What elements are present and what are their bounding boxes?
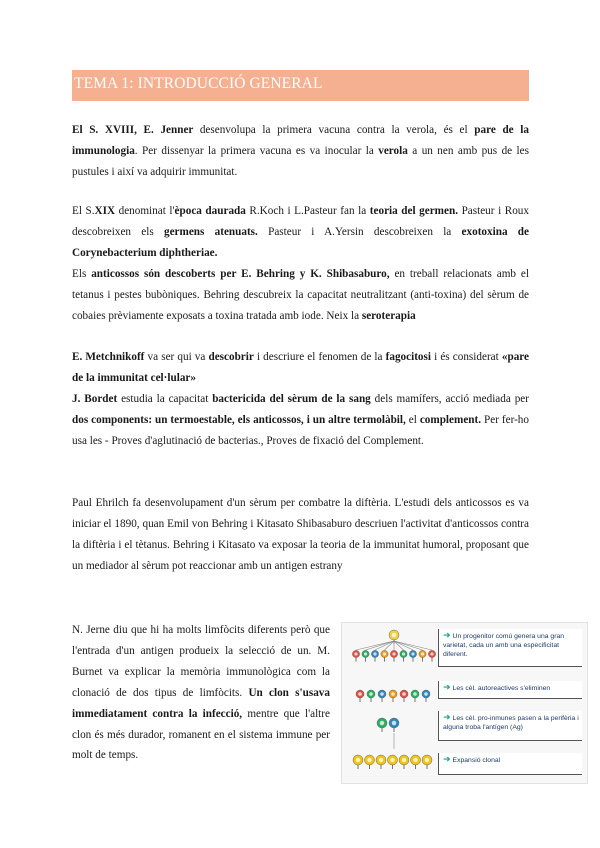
paragraph-jerne-burnet	[72, 620, 330, 766]
autoreactive-cell	[356, 690, 364, 702]
peripheral-cell	[389, 718, 399, 732]
bold-run: complement.	[419, 413, 482, 426]
clone-cell	[365, 755, 375, 769]
lineage-line	[375, 641, 394, 650]
lymphocyte-cell	[419, 650, 426, 661]
bold-run: germens atenuats.	[163, 225, 258, 238]
arrow-icon: ➜	[443, 712, 451, 722]
arrow-icon: ➜	[443, 754, 451, 764]
arrow-icon: ➜	[443, 630, 451, 640]
text-run: . Per dissenyar la primera vacuna es va inocular la	[134, 144, 379, 157]
page-title: TEMA 1: INTRODUCCIÓ GENERAL	[74, 75, 323, 92]
paragraph-xix-century	[72, 201, 529, 264]
figure-note-progenitor: ➜ Un progenitor comú genera una gran varietat, cada un amb una especificitat diferent.	[438, 629, 582, 667]
clone-cell	[353, 755, 363, 769]
lymphocyte-cell	[352, 650, 359, 661]
clonal-selection-diagram	[342, 623, 442, 783]
autoreactive-cell	[367, 690, 375, 702]
text-run: Per fer-ho usa les - Proves d'aglutinació de bacterias., Proves de fixació del Complement.	[72, 413, 529, 447]
bold-run: dos components: un termoestable, els anticossos, i un altre termolàbil,	[72, 413, 406, 426]
lymphocyte-cell	[428, 650, 435, 661]
text-run: va ser qui va	[144, 351, 209, 363]
bold-run: seroterapia	[361, 309, 416, 322]
autoreactive-cell	[422, 690, 430, 702]
bold-run: pare de la immunologia	[72, 124, 529, 157]
bold-run: anticossos són descoberts per E. Behring y K. Shibasaburo,	[91, 268, 390, 280]
clone-cell	[411, 755, 421, 769]
text-run: El S.	[72, 205, 95, 217]
lymphocyte-cell	[400, 650, 407, 661]
figure-note-clonal-expansion: ➜ Expansió clonal	[438, 753, 582, 775]
autoreactive-cell	[378, 690, 386, 702]
paragraph-jenner	[72, 120, 529, 183]
text-run: denominat l'	[115, 205, 175, 217]
paragraph-ehrlich	[72, 493, 529, 577]
paragraph-metchnikoff	[72, 347, 529, 389]
text-run: desenvolupa la primera vacuna contra la verola, és el	[199, 124, 475, 136]
bold-run: descobrir	[208, 351, 254, 363]
text-run: a un nen amb pus de les pustules i així va adquirir immunitat.	[72, 144, 529, 178]
lineage-line	[394, 641, 432, 650]
bold-run: «pare de la immunitat cel·lular»	[72, 351, 530, 384]
title-banner	[72, 70, 529, 101]
text-run: Els	[72, 268, 92, 280]
lymphocyte-cell	[381, 650, 388, 661]
paragraph-antibodies	[72, 264, 529, 327]
lymphocyte-cell	[371, 650, 378, 661]
text-run: en treball relacionats amb el tetanus i pestes bubòniques. Behring descubreix la capacitat neutralitzant (anti-toxina) del sèrum de cobaies prèviamente exposats a toxina tratada amb iode. Neix la	[72, 268, 529, 322]
text-run: R.Koch i L.Pasteur fan la	[245, 205, 370, 217]
paragraph-bordet	[72, 389, 529, 452]
text-run: Pasteur i Roux descobreixen els	[72, 205, 529, 238]
bold-run: època daurada	[174, 205, 246, 217]
text-run: i és considerat	[431, 351, 502, 363]
text-run: dels mamífers, acció mediada per	[370, 393, 529, 405]
figure-note-autoreactive: ➜ Les cèl. autoreactives s'eliminen	[438, 681, 582, 699]
bold-run: E. Metchnikoff	[72, 351, 145, 363]
clone-cell	[399, 755, 409, 769]
bold-run: Un clon s'usava immediatament contra la infecció,	[72, 686, 330, 720]
text-run: mentre que l'altre clon és més durador, romanent en el sistema immune per molt de temps.	[72, 707, 330, 762]
bold-run: teoria del germen.	[369, 205, 458, 217]
lineage-line	[356, 641, 394, 650]
text-run: N. Jerne diu que hi ha molts limfòcits diferents però que l'entrada d'un antigen produeix la selecció de un. M. Burnet va explicar la memòria immunològica com la clonació de dos tipus de limfòcits.	[72, 624, 330, 699]
lineage-line	[394, 641, 413, 650]
clone-cell	[422, 755, 432, 769]
clone-cell	[388, 755, 398, 769]
bold-run: fagocitosi	[385, 351, 431, 363]
text-run: i descriure el fenomen de la	[253, 351, 386, 363]
peripheral-cell	[377, 718, 387, 732]
bold-run: El S. XVIII, E. Jenner	[72, 124, 200, 136]
figure-note-periphery: ➜ Les cèl. pro-inmunes pasen a la perifèria i alguna troba l'antígen (Ag)	[438, 711, 582, 741]
clonal-selection-figure	[341, 622, 588, 784]
autoreactive-cell	[389, 690, 397, 702]
lineage-line	[366, 641, 395, 650]
lymphocyte-cell	[362, 650, 369, 661]
text-run: el	[405, 413, 420, 426]
bold-run: bactericida del sèrum de la sang	[212, 393, 371, 405]
lineage-line	[394, 641, 423, 650]
text-run: Pasteur i A.Yersin descobreixen la	[257, 225, 462, 238]
text-run: Paul Ehrilch fa desenvolupament d'un sèrum per combatre la diftèria. L'estudi dels anticossos es va iniciar el 1890, quan Emil von Behring i Kitasato Shibasaburo descriuen l'activitat d'anticossos contra la diftèria i el tètanus. Behring i Kitasato va exposar la teoria de la immunitat humoral, proposant que un mediador al sèrum pot reaccionar amb un antigen estrany	[72, 497, 529, 572]
lymphocyte-cell	[409, 650, 416, 661]
autoreactive-cell	[400, 690, 408, 702]
autoreactive-cell	[411, 690, 419, 702]
clone-cell	[376, 755, 386, 769]
lymphocyte-cell	[390, 650, 397, 661]
bold-run: verola	[378, 144, 408, 157]
text-run: estudia la capacitat	[117, 393, 213, 405]
bold-run: J. Bordet	[72, 393, 118, 405]
arrow-icon: ➜	[443, 682, 451, 692]
bold-run: exotoxina de Corynebacterium diphtheriae.	[72, 225, 529, 259]
bold-run: XIX	[94, 205, 116, 217]
